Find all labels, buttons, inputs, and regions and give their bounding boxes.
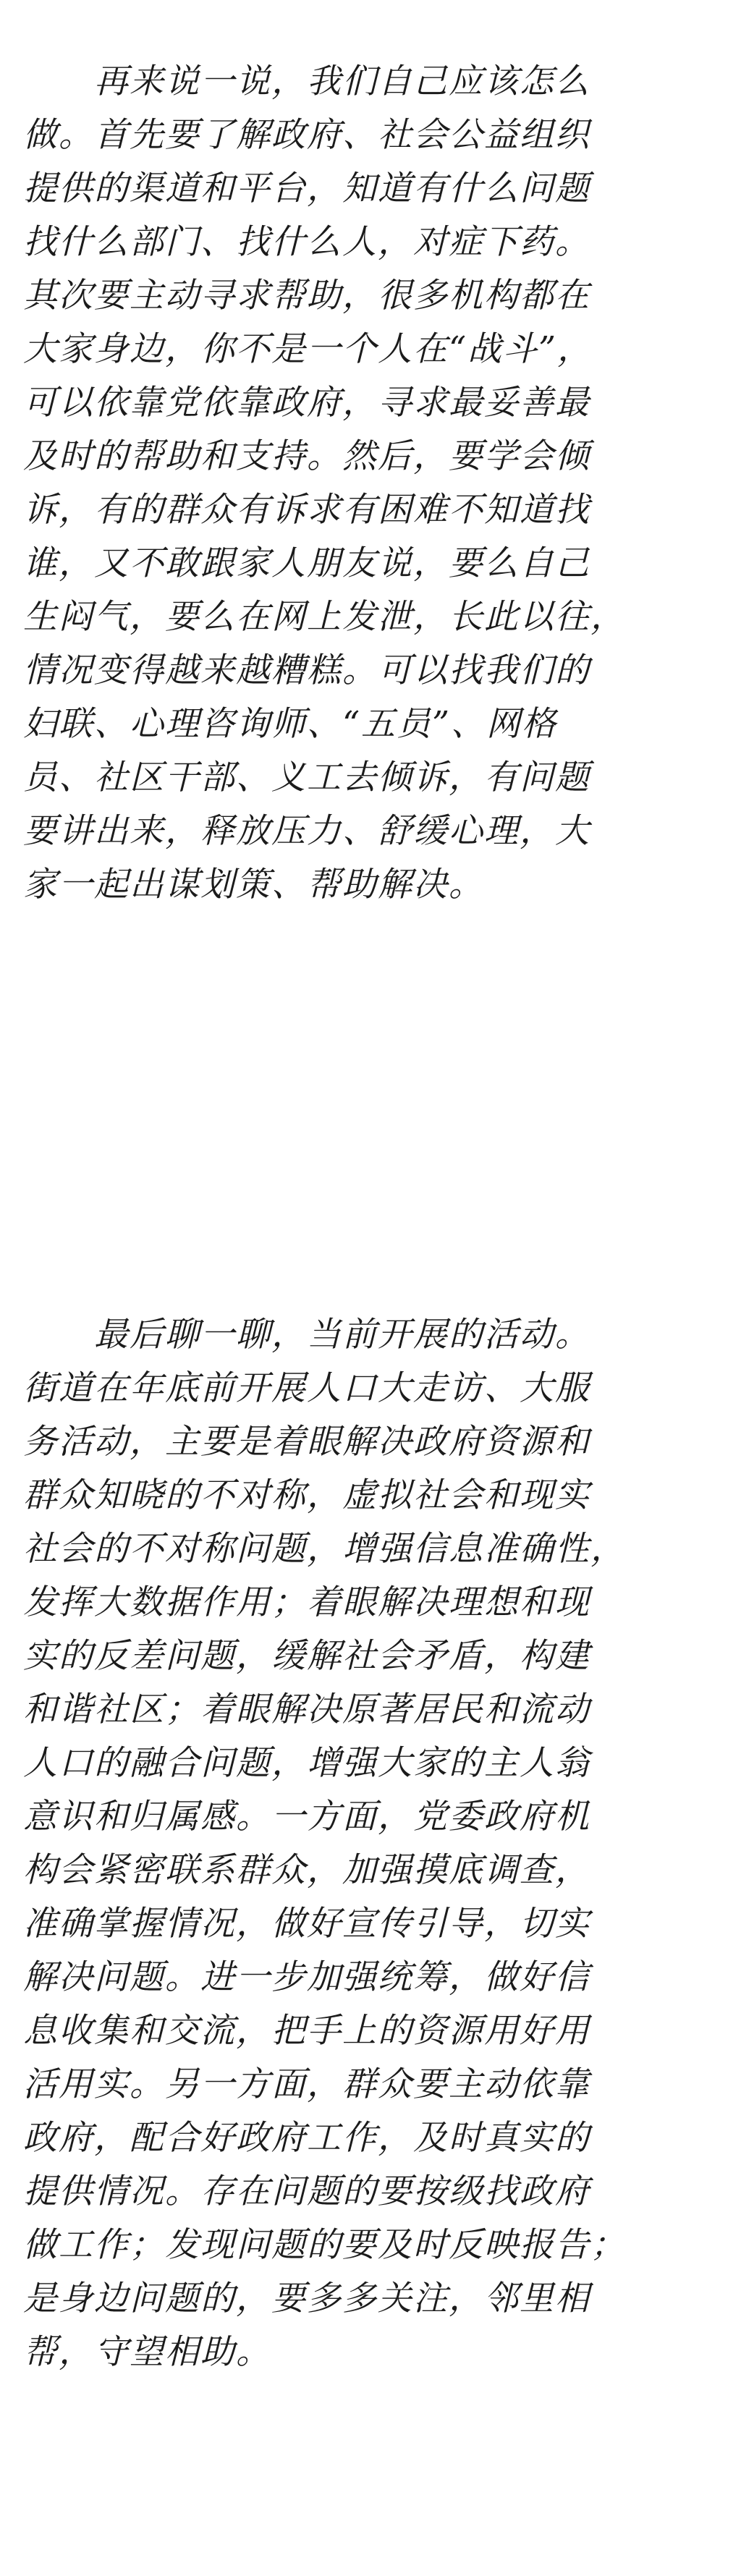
text-line: 人口的融合问题，增强大家的主人翁 [23, 1743, 590, 1783]
text-line: 提供的渠道和平台，知道有什么问题 [23, 169, 590, 208]
text-line: 意识和归属感。一方面，党委政府机 [23, 1797, 590, 1836]
text-line: 做工作；发现问题的要及时反映报告； [23, 2225, 626, 2265]
text-line: 要讲出来，释放压力、舒缓心理，大 [23, 811, 590, 851]
text-line: 发挥大数据作用；着眼解决理想和现 [23, 1583, 590, 1622]
text-line: 群众知晓的不对称，虚拟社会和现实 [23, 1475, 590, 1515]
text-line: 准确掌握情况，做好宣传引导，切实 [23, 1904, 590, 1944]
text-line: 及时的帮助和支持。然后，要学会倾 [23, 436, 590, 476]
text-line: 和谐社区；着眼解决原著居民和流动 [23, 1690, 590, 1729]
text-line: 解决问题。进一步加强统筹，做好信 [23, 1957, 590, 1997]
text-line: 构会紧密联系群众，加强摸底调查， [23, 1850, 590, 1890]
text-line: 谁，又不敢跟家人朋友说，要么自己 [23, 543, 590, 583]
text-line: 社会的不对称问题，增强信息准确性， [23, 1529, 626, 1569]
text-line: 实的反差问题，缓解社会矛盾，构建 [23, 1636, 590, 1676]
text-line: 诉，有的群众有诉求有困难不知道找 [23, 490, 590, 530]
text-line: 情况变得越来越糟糕。可以找我们的 [23, 651, 590, 690]
paragraph-current-activities [23, 1308, 724, 2379]
text-line: 务活动，主要是着眼解决政府资源和 [23, 1422, 590, 1462]
text-line: 帮，守望相助。 [23, 2332, 271, 2372]
text-line: 最后聊一聊，当前开展的活动。 [23, 1315, 590, 1355]
text-line: 活用实。另一方面，群众要主动依靠 [23, 2064, 590, 2104]
text-line: 其次要主动寻求帮助，很多机构都在 [23, 276, 590, 315]
text-line: 妇联、心理咨询师、“五员”、网格 [23, 704, 558, 744]
text-line: 息收集和交流，把手上的资源用好用 [23, 2011, 590, 2051]
text-line: 可以依靠党依靠政府，寻求最妥善最 [23, 383, 590, 423]
text-line: 提供情况。存在问题的要按级找政府 [23, 2172, 590, 2211]
paragraph-self-action [23, 55, 724, 912]
text-line: 街道在年底前开展人口大走访、大服 [23, 1368, 590, 1408]
text-line: 政府，配合好政府工作，及时真实的 [23, 2118, 590, 2158]
text-line: 员、社区干部、义工去倾诉，有问题 [23, 758, 590, 797]
text-line: 找什么部门、找什么人，对症下药。 [23, 222, 590, 262]
text-line: 生闷气，要么在网上发泄，长此以往， [23, 597, 626, 637]
text-line: 做。首先要了解政府、社会公益组织 [23, 115, 590, 155]
text-line: 大家身边，你不是一个人在“战斗”， [23, 329, 593, 369]
text-line: 家一起出谋划策、帮助解决。 [23, 865, 484, 904]
text-line: 再来说一说，我们自己应该怎么 [23, 62, 590, 101]
text-line: 是身边问题的，要多多关注，邻里相 [23, 2279, 590, 2318]
